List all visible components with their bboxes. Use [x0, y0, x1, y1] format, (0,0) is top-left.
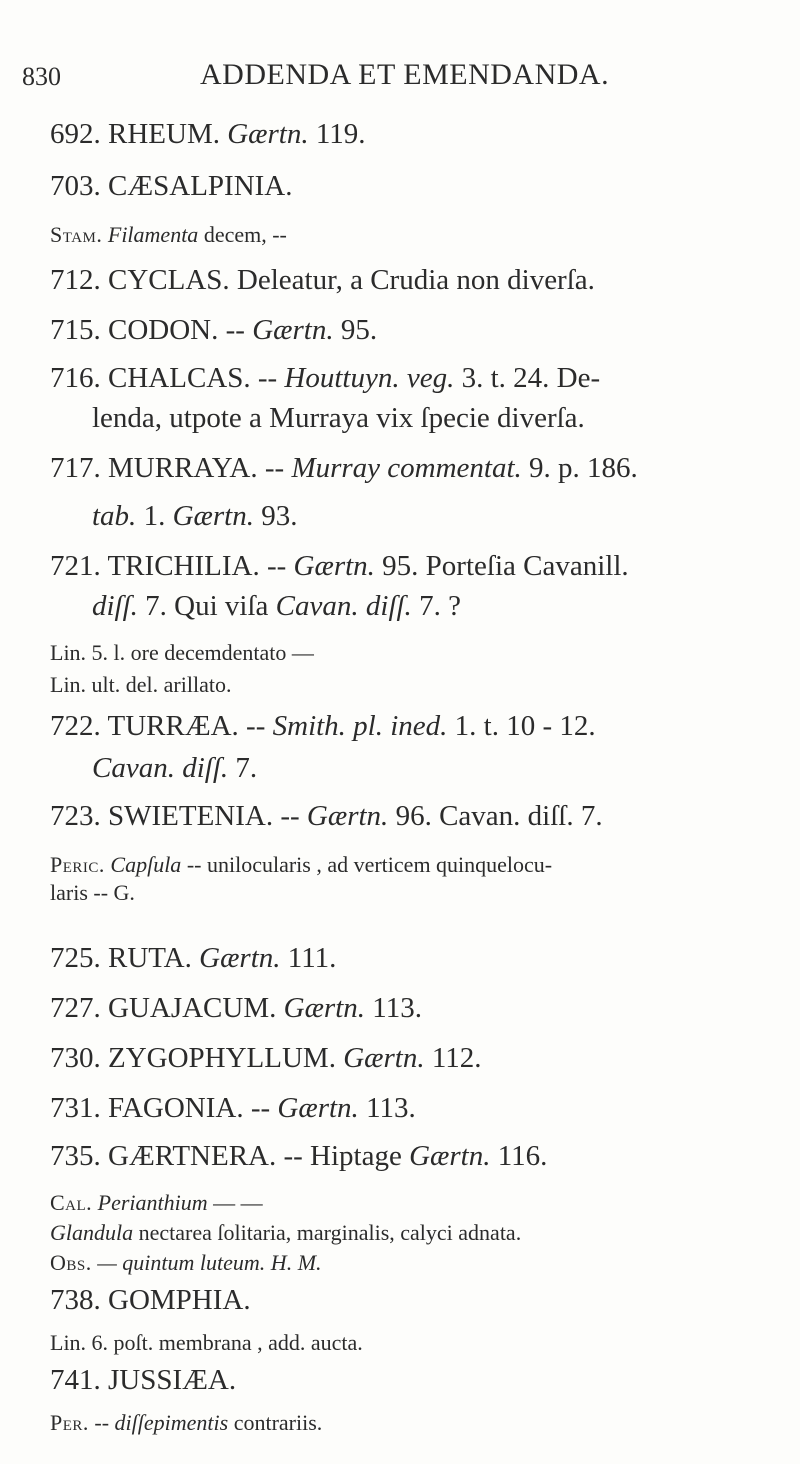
entry-730: 730. ZYGOPHYLLUM. Gærtn. 112.	[50, 1042, 482, 1074]
entry-717: 717. MURRAYA. -- Murray commentat. 9. p. 186.	[50, 452, 638, 484]
entry-723: 723. SWIETENIA. -- Gærtn. 96. Cavan. diſſ. 7.	[50, 800, 603, 832]
entry-725: 725. RUTA. Gærtn. 111.	[50, 942, 337, 974]
entry-703: 703. CÆSALPINIA.	[50, 170, 293, 202]
note-glandula: Glandula nectarea ſolitaria, marginalis, calyci adnata.	[50, 1220, 522, 1245]
note-peric-cont: laris -- G.	[50, 880, 135, 905]
note-lin-6: Lin. 6. poſt. membrana , add. aucta.	[50, 1330, 363, 1355]
entry-717-cont: tab. 1. Gærtn. 93.	[92, 500, 298, 532]
entry-722: 722. TURRÆA. -- Smith. pl. ined. 1. t. 10 - 12.	[50, 710, 596, 742]
running-header: ADDENDA ET EMENDANDA.	[200, 58, 610, 91]
entry-716-cont: lenda, utpote a Murraya vix ſpecie diverſa.	[92, 402, 585, 434]
entry-721: 721. TRICHILIA. -- Gærtn. 95. Porteſia Cavanill.	[50, 550, 629, 582]
note-per: Per. -- diſſepimentis contrariis.	[50, 1410, 323, 1435]
entry-722-cont: Cavan. diſſ. 7.	[92, 752, 258, 784]
entry-731: 731. FAGONIA. -- Gærtn. 113.	[50, 1092, 416, 1124]
entry-721-cont: diſſ. 7. Qui viſa Cavan. diſſ. 7. ?	[92, 590, 461, 622]
note-stam: Stam. Filamenta decem, --	[50, 222, 287, 247]
note-lin-5: Lin. 5. l. ore decemdentato —	[50, 640, 314, 665]
entry-727: 727. GUAJACUM. Gærtn. 113.	[50, 992, 422, 1024]
entry-735: 735. GÆRTNERA. -- Hiptage Gærtn. 116.	[50, 1140, 548, 1172]
note-cal: Cal. Perianthium — —	[50, 1190, 263, 1215]
entry-738: 738. GOMPHIA.	[50, 1284, 251, 1316]
note-peric: Peric. Capſula -- unilocularis , ad verticem quinquelocu-	[50, 852, 553, 877]
entry-716: 716. CHALCAS. -- Houttuyn. veg. 3. t. 24. De-	[50, 362, 601, 394]
entry-692: 692. RHEUM. Gærtn. 119.	[50, 118, 366, 150]
page-number: 830	[22, 62, 61, 91]
entry-712: 712. CYCLAS. Deleatur, a Crudia non diverſa.	[50, 264, 595, 296]
entry-715: 715. CODON. -- Gærtn. 95.	[50, 314, 378, 346]
note-lin-ult: Lin. ult. del. arillato.	[50, 672, 232, 697]
note-obs: Obs. — quintum luteum. H. M.	[50, 1250, 322, 1275]
entry-741: 741. JUSSIÆA.	[50, 1364, 237, 1396]
